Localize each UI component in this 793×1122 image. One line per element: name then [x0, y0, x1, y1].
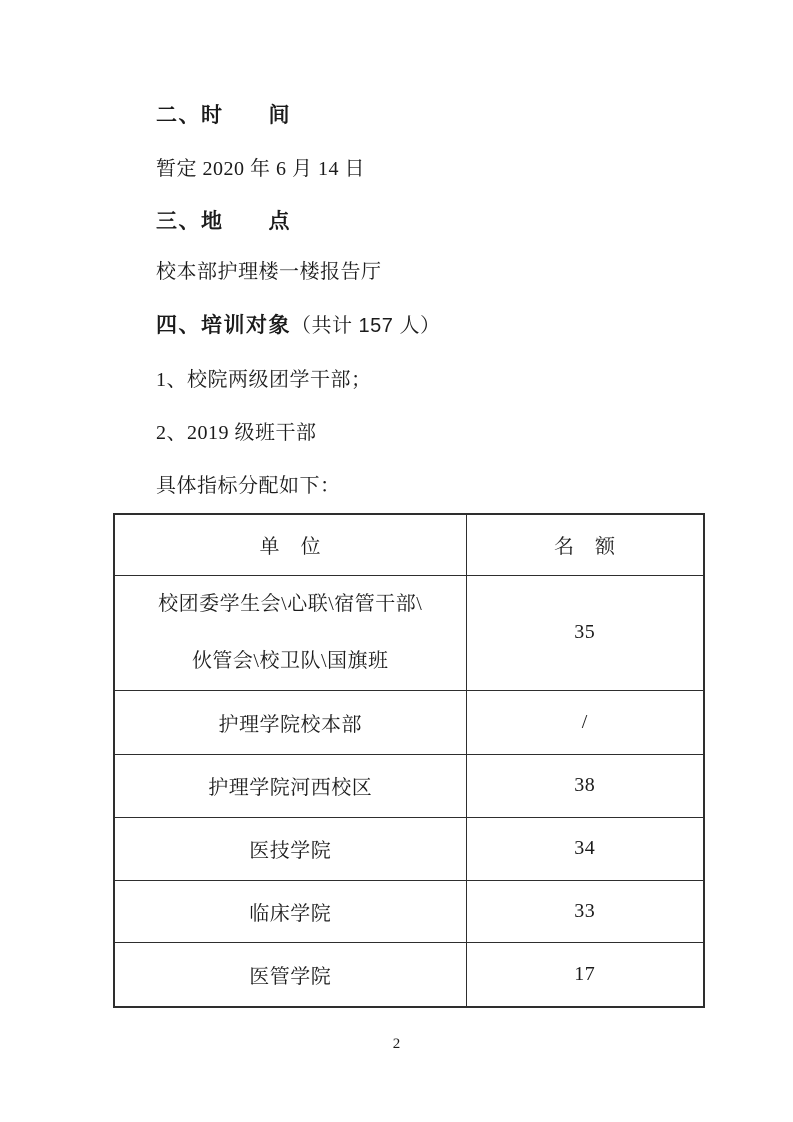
paragraph-trainee-item-2: 2、2019 级班干部: [156, 422, 317, 444]
column-header-unit: 单 位: [114, 514, 466, 575]
unit-cell-line: 校团委学生会\心联\宿管干部\: [158, 592, 423, 615]
unit-cell: 护理学院校本部: [114, 690, 466, 754]
unit-cell: 护理学院河西校区: [114, 754, 466, 817]
quota-cell: /: [466, 690, 704, 754]
quota-cell: 34: [466, 817, 704, 880]
quota-cell: 35: [466, 575, 704, 690]
paragraph-location: 校本部护理楼一楼报告厅: [156, 261, 382, 283]
page-number: 2: [392, 1036, 401, 1052]
table-row: [114, 817, 704, 880]
unit-cell-line: 伙管会\校卫队\国旗班: [191, 649, 389, 672]
section-heading-time: 二、时 间: [156, 104, 291, 127]
unit-cell: 临床学院: [114, 880, 466, 942]
quota-cell: 38: [466, 754, 704, 817]
table-row: [114, 942, 704, 1007]
quota-cell: 33: [466, 880, 704, 942]
section-heading-trainees: [156, 313, 440, 338]
unit-cell: [114, 575, 466, 690]
paragraph-table-intro: 具体指标分配如下：: [156, 475, 341, 497]
paragraph-trainee-item-1: 1、校院两级团学干部；: [156, 369, 372, 391]
table-row: [114, 690, 704, 754]
unit-cell: 医技学院: [114, 817, 466, 880]
quota-cell: 17: [466, 942, 704, 1007]
heading-trainees-count: （共计 157 人）: [291, 315, 441, 337]
table-row: [114, 575, 704, 690]
heading-trainees-title: 四、培训对象: [156, 314, 291, 337]
unit-cell: 医管学院: [114, 942, 466, 1007]
quota-table: [113, 513, 705, 1008]
column-header-quota: 名 额: [466, 514, 704, 575]
paragraph-date: 暂定 2020 年 6 月 14 日: [156, 158, 365, 180]
table-row: [114, 754, 704, 817]
section-heading-location: 三、地 点: [156, 210, 291, 233]
table-header-row: [114, 514, 704, 575]
table-row: [114, 880, 704, 942]
